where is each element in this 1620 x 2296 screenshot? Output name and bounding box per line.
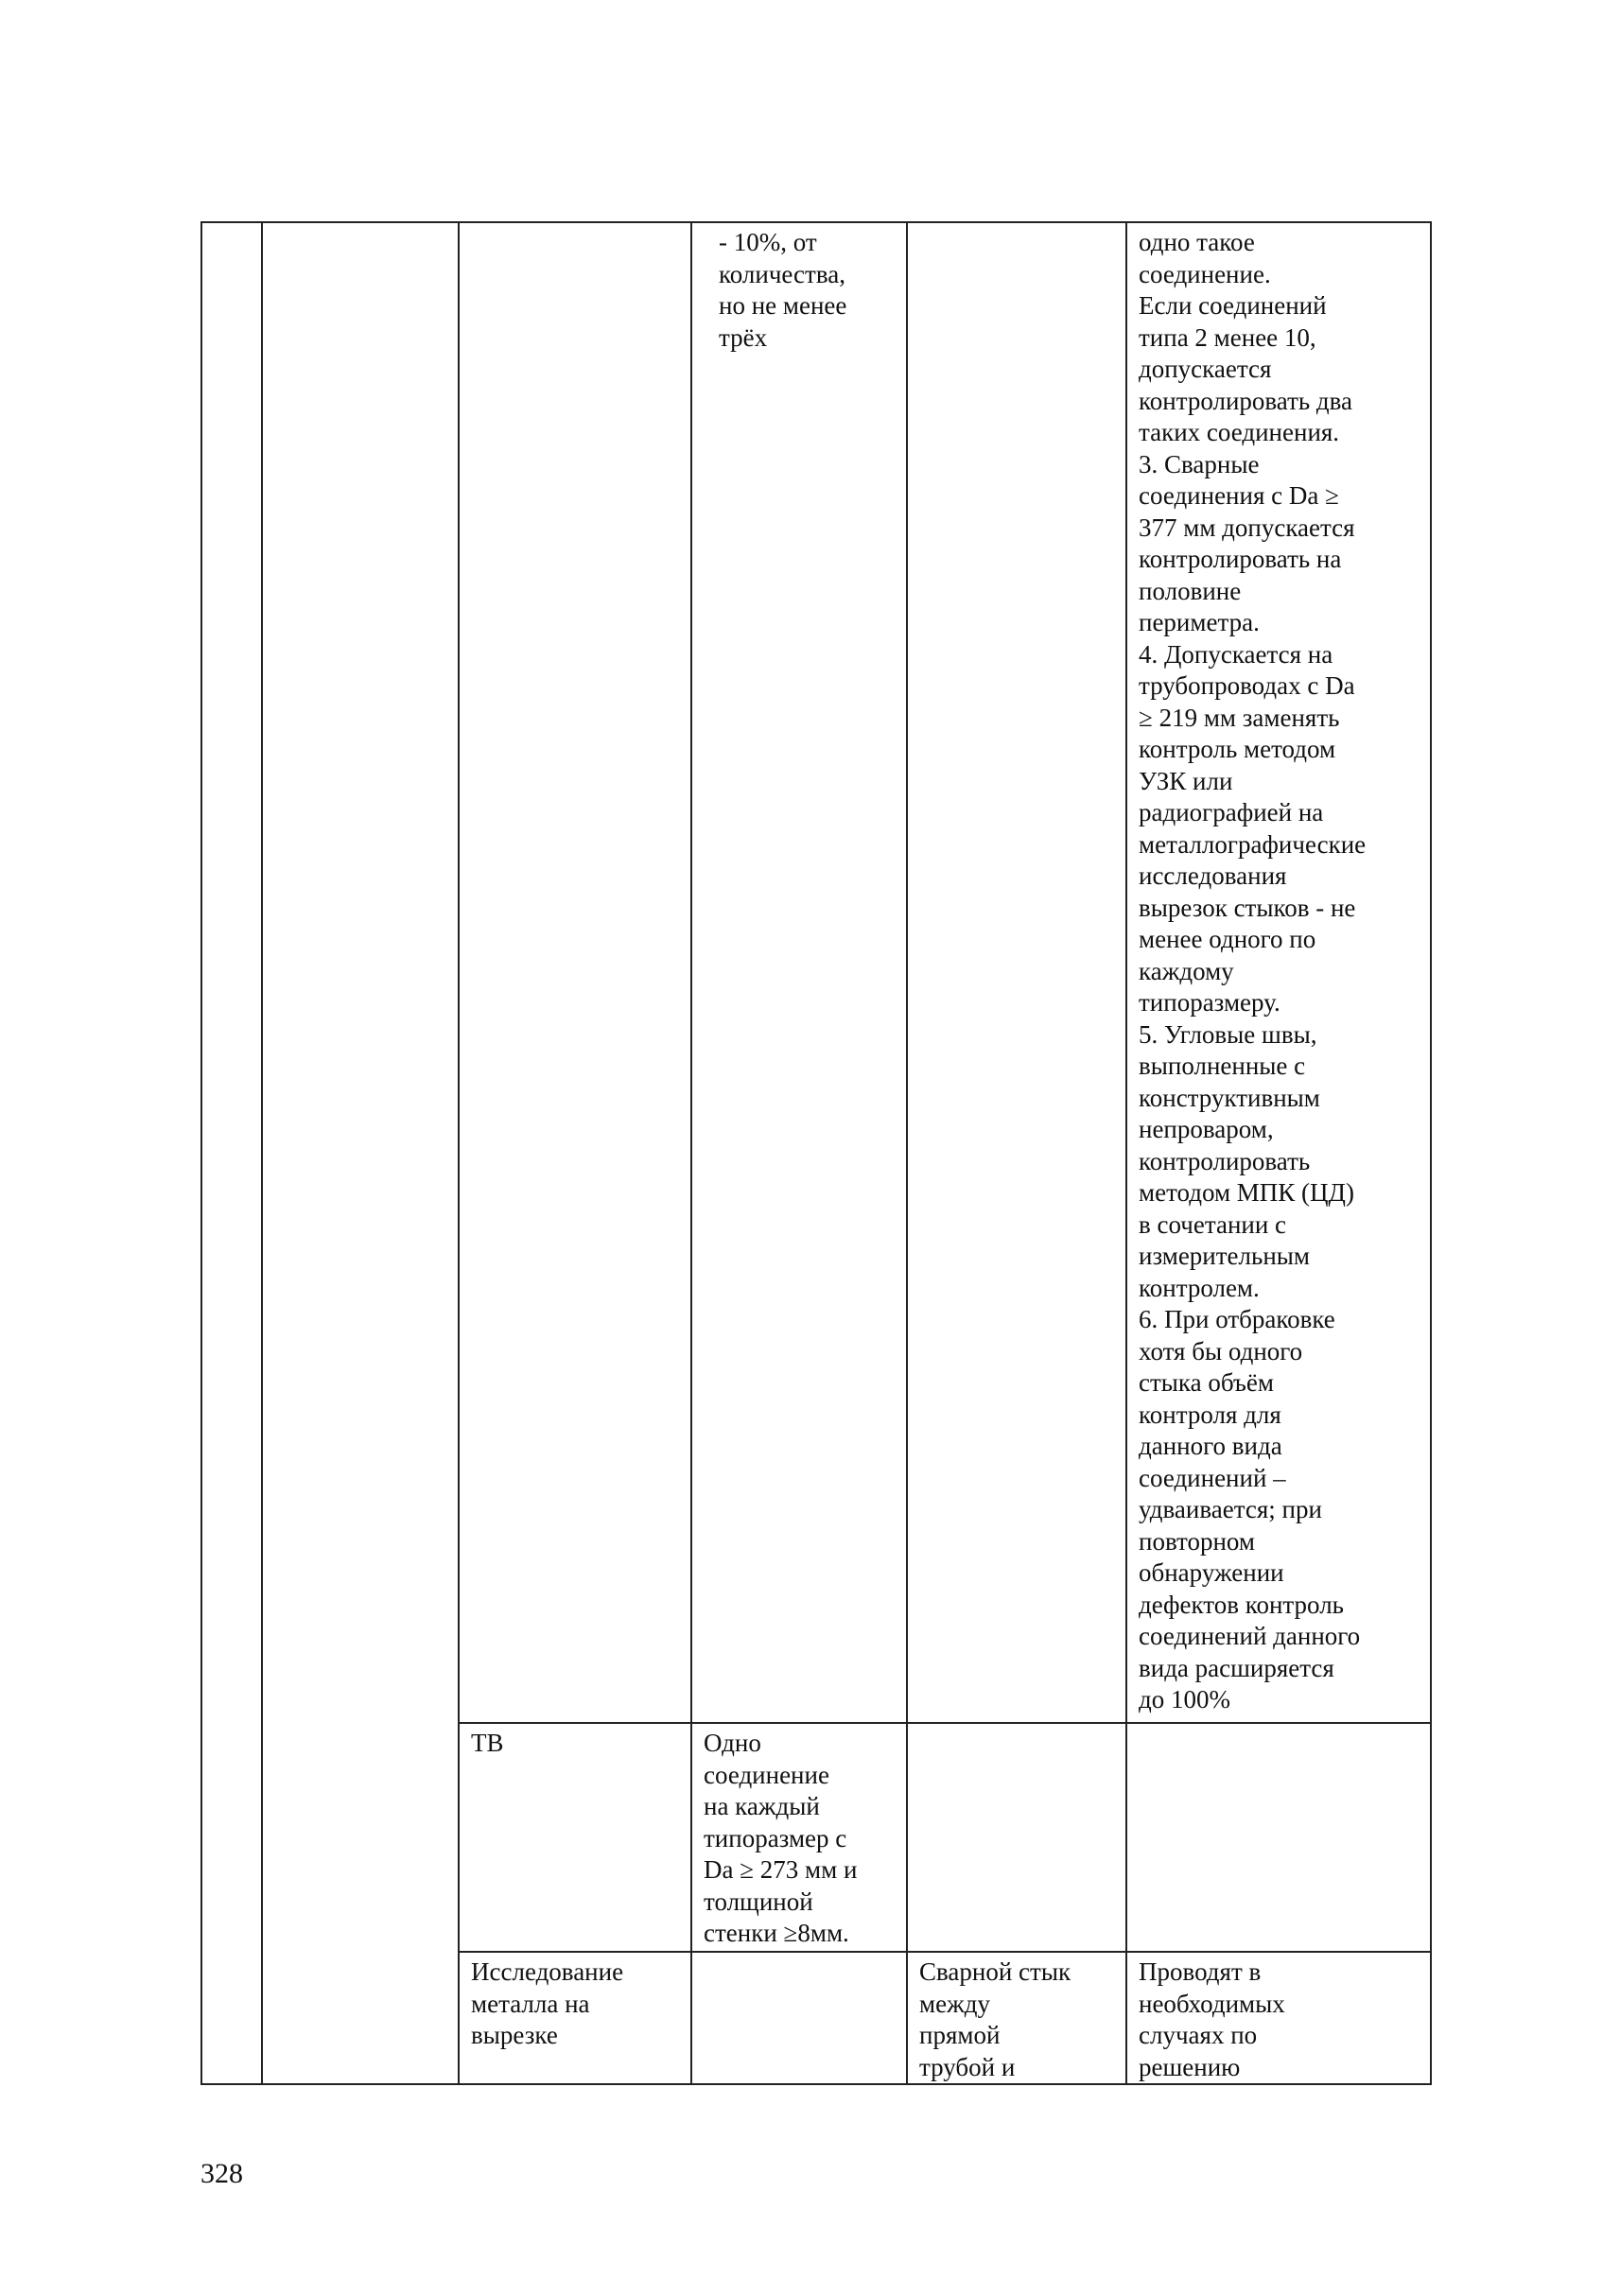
text-line: периметра. xyxy=(1139,608,1260,636)
text-line: Если соединений xyxy=(1139,291,1327,320)
text-line: металла на xyxy=(471,1989,590,2018)
text-line: типоразмеру. xyxy=(1139,988,1280,1017)
text-line: 377 мм допускается xyxy=(1139,513,1355,542)
text-line: в сочетании с xyxy=(1139,1209,1287,1239)
method-cell xyxy=(459,1952,691,2084)
notes-cell xyxy=(1126,1723,1431,1952)
text-line: дефектов контроль xyxy=(1139,1590,1344,1619)
text-line: удваивается; при xyxy=(1139,1495,1322,1523)
text-line: трубопроводах с Da xyxy=(1139,671,1355,700)
notes-cell xyxy=(1126,1952,1431,2084)
text-line: Одно xyxy=(704,1729,761,1757)
table-row xyxy=(201,222,1431,1723)
text-line: Da ≥ 273 мм и xyxy=(704,1855,858,1884)
text-line: 4. Допускается на xyxy=(1139,639,1333,669)
text-line: ≥ 219 мм заменять xyxy=(1139,703,1340,732)
text-line: Сварной стык xyxy=(919,1957,1071,1986)
text-line: повторном xyxy=(1139,1526,1255,1556)
volume-cell xyxy=(691,222,907,1723)
text-line: таких соединения. xyxy=(1139,418,1340,446)
text-line: металлографические xyxy=(1139,829,1367,859)
text-line: контролировать xyxy=(1139,1146,1311,1175)
text-line: решению xyxy=(1139,2052,1241,2081)
volume-cell xyxy=(691,1723,907,1952)
text-line: 5. Угловые швы, xyxy=(1139,1019,1317,1049)
text-line: соединение xyxy=(704,1760,829,1789)
text-line: случаях по xyxy=(1139,2021,1258,2049)
text-line: стыка объём xyxy=(1139,1368,1274,1397)
text-line: непроваром, xyxy=(1139,1115,1274,1143)
text-line: соединений – xyxy=(1139,1463,1286,1492)
text-line: необходимых xyxy=(1139,1989,1285,2018)
text-line: прямой xyxy=(919,2021,1001,2049)
text-line: Исследование xyxy=(471,1957,624,1986)
text-line: соединение. xyxy=(1139,259,1271,288)
method-cell xyxy=(459,222,691,1723)
text-line: соединения с Da ≥ xyxy=(1139,481,1339,510)
text-line: контроль методом xyxy=(1139,735,1336,763)
text-line: 3. Сварные xyxy=(1139,449,1260,478)
method-cell xyxy=(459,1723,691,1952)
table-container xyxy=(200,221,1430,2081)
text-line: типоразмер с xyxy=(704,1823,847,1852)
text-line: толщиной xyxy=(704,1887,813,1916)
text-line: на каждый xyxy=(704,1792,820,1820)
text-line: вырезке xyxy=(471,2021,558,2049)
text-line: радиографией на xyxy=(1139,798,1324,826)
text-line: вырезок стыков - не xyxy=(1139,893,1356,922)
column-1-cell xyxy=(201,222,262,2084)
notes-cell xyxy=(1126,222,1431,1723)
column-2-cell xyxy=(262,222,459,2084)
page-number: 328 xyxy=(200,2158,243,2189)
text-line: хотя бы одного xyxy=(1139,1336,1303,1365)
text-line: контролировать два xyxy=(1139,386,1353,415)
text-line: данного вида xyxy=(1139,1432,1282,1460)
text-line: УЗК или xyxy=(1139,766,1233,795)
text-line: - 10%, от xyxy=(719,228,817,256)
text-line: методом МПК (ЦД) xyxy=(1139,1178,1354,1207)
text-line: измерительным xyxy=(1139,1242,1310,1270)
text-line: одно такое xyxy=(1139,228,1255,256)
text-line: до 100% xyxy=(1139,1685,1230,1713)
text-line: контролем. xyxy=(1139,1273,1260,1302)
object-cell xyxy=(907,222,1126,1723)
text-line: каждому xyxy=(1139,956,1234,985)
inspection-table xyxy=(200,221,1432,2085)
object-cell xyxy=(907,1723,1126,1952)
text-line: 6. При отбраковке xyxy=(1139,1305,1335,1333)
text-line: но не менее xyxy=(719,291,847,320)
text-line: менее одного по xyxy=(1139,925,1316,953)
volume-cell xyxy=(691,1952,907,2084)
text-line: вида расширяется xyxy=(1139,1653,1334,1682)
text-line: Проводят в xyxy=(1139,1957,1262,1986)
text-line: стенки ≥8мм. xyxy=(704,1919,849,1947)
text-line: исследования xyxy=(1139,861,1287,890)
text-line: трёх xyxy=(719,322,768,352)
object-cell xyxy=(907,1952,1126,2084)
text-line: половине xyxy=(1139,576,1242,605)
text-line: обнаружении xyxy=(1139,1558,1284,1587)
text-line: ТВ xyxy=(471,1729,504,1757)
text-line: между xyxy=(919,1989,990,2018)
text-line: типа 2 менее 10, xyxy=(1139,322,1316,352)
text-line: соединений данного xyxy=(1139,1622,1361,1650)
text-line: выполненные с xyxy=(1139,1052,1306,1080)
text-line: количества, xyxy=(719,259,845,288)
text-line: трубой и xyxy=(919,2052,1016,2081)
text-line: допускается xyxy=(1139,355,1272,383)
text-line: контроля для xyxy=(1139,1400,1281,1429)
text-line: контролировать на xyxy=(1139,545,1342,573)
text-line: конструктивным xyxy=(1139,1083,1320,1112)
